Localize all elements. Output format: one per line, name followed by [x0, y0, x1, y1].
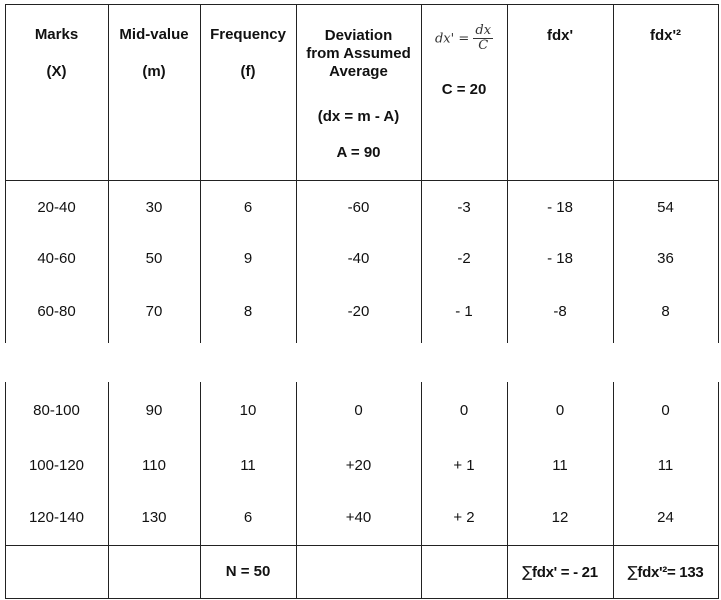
cell-fdx: 12: [551, 509, 569, 526]
col-divider: [718, 382, 719, 598]
cell-dx-prime: + 2: [453, 509, 475, 526]
header-assumed-average: A = 90: [336, 144, 381, 161]
cell-marks: 80-100: [33, 402, 80, 419]
header-bottom-border: [5, 180, 719, 181]
cell-dx-prime: + 1: [453, 457, 475, 474]
cell-marks: 60-80: [37, 303, 76, 320]
cell-mid-value: 50: [145, 250, 163, 267]
header-deviation-line2: from Assumed: [306, 45, 411, 62]
sigma-icon: ∑: [627, 563, 638, 581]
dx-over-c-fraction: [473, 24, 493, 53]
cell-mid-value: 30: [145, 199, 163, 216]
cell-mid-value: 110: [142, 457, 166, 474]
cell-fdx: 0: [555, 402, 565, 419]
fraction-numerator: dx: [475, 23, 492, 38]
col-divider: [108, 4, 109, 343]
cell-frequency: 11: [240, 457, 256, 474]
cell-fdx-squared: 0: [661, 402, 670, 419]
cell-fdx-squared: 54: [657, 199, 674, 216]
cell-deviation: -20: [347, 303, 370, 320]
cell-deviation: +20: [345, 457, 372, 474]
cell-deviation: 0: [354, 402, 363, 419]
cell-fdx-squared: 24: [657, 509, 674, 526]
cell-dx-prime: -3: [457, 199, 471, 216]
cell-marks: 40-60: [37, 250, 76, 267]
total-frequency: N = 50: [225, 563, 271, 580]
cell-mid-value: 130: [141, 509, 167, 526]
sigma-icon: ∑: [522, 563, 533, 581]
header-frequency: Frequency: [210, 26, 286, 43]
header-fdx-squared: fdx'²: [649, 27, 682, 44]
cell-deviation: -60: [347, 199, 370, 216]
col-divider: [507, 4, 508, 343]
cell-dx-prime: - 1: [455, 303, 473, 320]
cell-fdx-squared: 36: [657, 250, 674, 267]
dx-prime-lhs: dx' =: [434, 31, 470, 47]
col-divider: [718, 4, 719, 343]
header-deviation-formula: (dx = m - A): [317, 108, 400, 125]
cell-frequency: 10: [239, 402, 257, 419]
cell-fdx: 11: [552, 457, 568, 474]
col-divider: [613, 4, 614, 343]
cell-dx-prime: -2: [457, 250, 471, 267]
cell-frequency: 6: [243, 509, 253, 526]
cell-deviation: +40: [345, 509, 372, 526]
cell-fdx-squared: 11: [657, 457, 674, 474]
header-fdx: fdx': [546, 27, 574, 44]
table-bottom-border: [5, 598, 719, 599]
total-fdx-squared: [613, 563, 718, 582]
col-divider: [421, 4, 422, 343]
total-fdx-value: fdx' = - 21: [532, 564, 598, 581]
header-marks: Marks: [34, 26, 79, 43]
cell-frequency: 6: [243, 199, 253, 216]
header-marks-sub: (X): [46, 63, 67, 80]
header-mid-value: Mid-value: [119, 26, 189, 43]
table-top-border: [5, 4, 719, 5]
totals-top-border: [5, 545, 719, 546]
col-divider: [200, 4, 201, 343]
cell-marks: 120-140: [28, 509, 85, 526]
cell-dx-prime: 0: [459, 402, 469, 419]
header-mid-value-sub: (m): [142, 63, 166, 80]
cell-fdx: - 18: [547, 199, 573, 216]
cell-marks: 100-120: [28, 457, 85, 474]
cell-mid-value: 90: [145, 402, 163, 419]
cell-deviation: -40: [347, 250, 370, 267]
cell-fdx: - 18: [547, 250, 573, 267]
cell-frequency: 9: [243, 250, 253, 267]
total-fdx: [507, 563, 613, 582]
cell-fdx: -8: [553, 303, 567, 320]
header-dx-prime-formula: [421, 24, 507, 53]
header-deviation-line3: Average: [329, 63, 388, 80]
cell-fdx-squared: 8: [661, 303, 670, 320]
col-divider: [5, 4, 6, 343]
cell-marks: 20-40: [37, 199, 76, 216]
header-class-width: C = 20: [441, 81, 487, 98]
fraction-denominator: C: [478, 38, 489, 53]
cell-frequency: 8: [243, 303, 253, 320]
header-frequency-sub: (f): [240, 63, 256, 80]
total-fdx-squared-value: fdx'²= 133: [637, 564, 704, 581]
cell-mid-value: 70: [145, 303, 163, 320]
header-deviation-line1: Deviation: [324, 27, 393, 44]
